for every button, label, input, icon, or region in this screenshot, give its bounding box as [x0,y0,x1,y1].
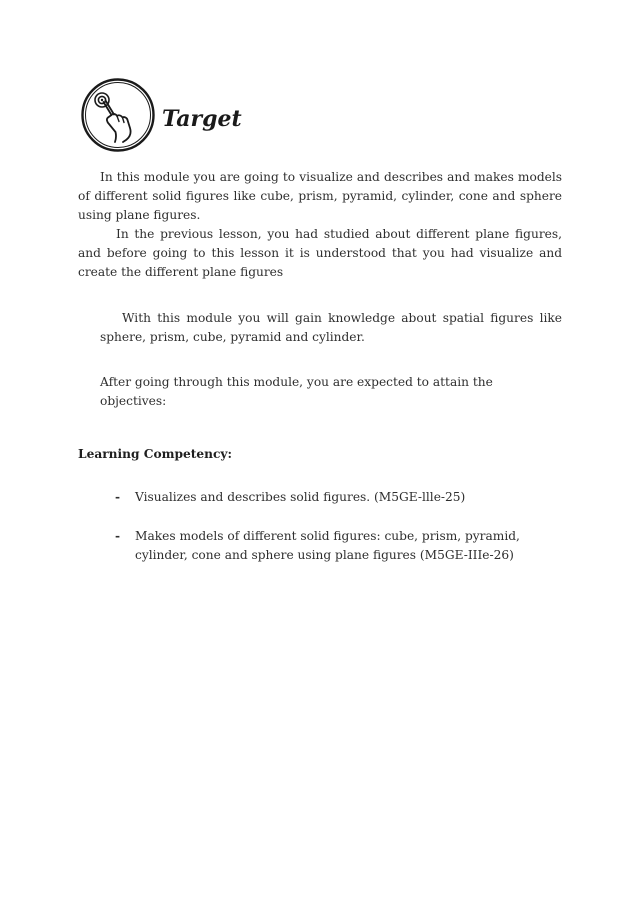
competency-text: Makes models of different solid figures: cube, prism, pyramid, cylinder, cone and sphere using plane figures (M5GE-IIIe-26) [135,529,520,562]
bullet-marker: - [115,529,121,543]
list-item [115,527,565,565]
bullet-marker: - [115,490,121,504]
previous-lesson-paragraph: In the previous lesson, you had studied about different plane figures, and before going to this lesson it is understood that you had visualize and create the different plane figures [78,227,562,279]
objectives-paragraph: After going through this module, you are expected to attain the objectives: [100,375,493,408]
section-title: Target [162,106,242,132]
learning-competency-heading: Learning Competency: [78,447,233,461]
intro-paragraph: In this module you are going to visualize and describes and makes models of different solid figures like cube, prism, pyramid, cylinder, cone and sphere using plane figures. [78,170,562,222]
hand-pointer-target-icon [80,77,156,153]
competency-text: Visualizes and describes solid figures. (M5GE-llle-25) [135,490,466,504]
list-item [115,488,565,507]
learning-competency-list [115,488,565,565]
module-knowledge-paragraph: With this module you will gain knowledge about spatial figures like sphere, prism, cube, pyramid and cylinder. [100,311,562,344]
